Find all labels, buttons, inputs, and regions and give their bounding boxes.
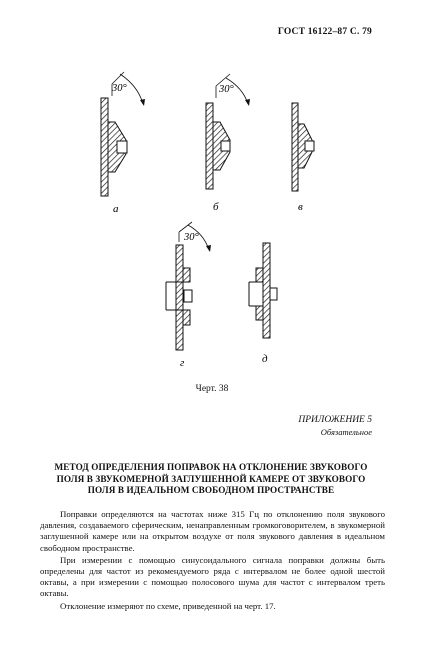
appendix-block <box>298 414 372 438</box>
paragraph: При измерении с помощью синусоидального сигнала поправки должны быть определены для частот из рекомендуемого ряда с интервалом не более одной шестой октавы, а при измерении с помощью полосового шума для частот с интервалом треть октавы. <box>40 554 385 599</box>
angle-label: 30° <box>219 84 234 95</box>
angle-label: 30° <box>112 83 127 94</box>
figure-label-v: в <box>298 201 303 213</box>
appendix-sublabel: Обязательное <box>320 427 372 437</box>
section-body <box>40 509 385 613</box>
appendix-label: ПРИЛОЖЕНИЕ 5 <box>298 415 372 425</box>
paragraph: Отклонение измеряют по схеме, приведенной на черт. 17. <box>60 600 276 611</box>
figure-label-a: а <box>113 203 119 215</box>
section-title: МЕТОД ОПРЕДЕЛЕНИЯ ПОПРАВОК НА ОТКЛОНЕНИЕ ЗВУКОВОГО ПОЛЯ В ЗВУКОМЕРНОЙ ЗАГЛУШЕННОЙ КАМЕРЕ ОТ ЗВУКОВОГО ПОЛЯ В ИДЕАЛЬНОМ СВОБОДНОМ ПРОСТРАНСТВЕ <box>54 462 368 495</box>
page-header: ГОСТ 16122–87 С. 79 <box>277 27 372 37</box>
figure-d <box>249 243 277 338</box>
angle-label: 30° <box>184 232 199 243</box>
figure-caption: Черт. 38 <box>195 384 229 394</box>
paragraph: Поправки определяются на частотах ниже 315 Гц по отклонению поля звукового давления, создаваемого сферическим, ненаправленным громкоговорителем, в звукомерной заглушенной камере или на открытом воздухе от поля звукового давления в идеальном свободном пространстве. <box>40 509 385 553</box>
figure-label-b: б <box>213 201 219 213</box>
figure-v <box>292 103 314 191</box>
figure-label-g: г <box>180 357 185 369</box>
figure-label-d: д <box>262 353 268 365</box>
